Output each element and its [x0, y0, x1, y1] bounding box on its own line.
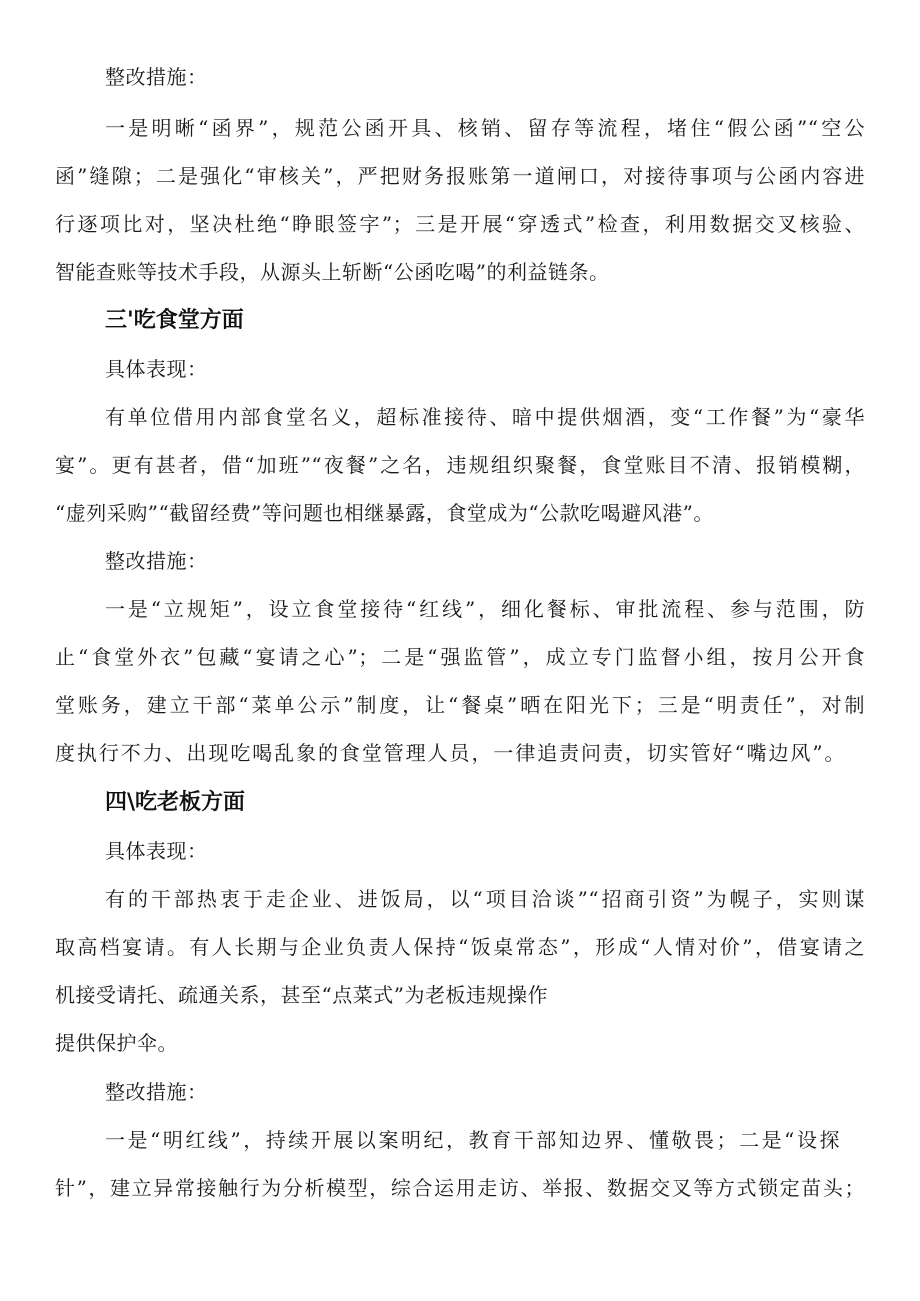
paragraph-line: 一是“明红线”，持续开展以案明纪，教育干部知边界、懂敬畏；二是“设探 [105, 1128, 840, 1152]
paragraph-line: 行逐项比对，坚决杜绝“睁眼签字”；三是开展“穿透式”检查，利用数据交叉核验、 [55, 212, 865, 236]
measures-label: 整改措施： [105, 1080, 208, 1104]
measures-label: 整改措施： [105, 65, 208, 89]
paragraph-line: 堂账务，建立干部“菜单公示”制度，让“餐桌”晒在阳光下；三是“明责任”，对制 [55, 693, 865, 717]
paragraph-line: 提供保护伞。 [55, 1031, 178, 1055]
paragraph-line: 一是明晰“函界”，规范公函开具、核销、留存等流程，堵住“假公函”“空公 [105, 116, 865, 140]
paragraph-line: 智能查账等技术手段，从源头上斩断“公函吃喝”的利益链条。 [55, 260, 610, 284]
paragraph-line: 宴”。更有甚者，借“加班”“夜餐”之名，违规组织聚餐，食堂账目不清、报销模糊， [55, 453, 865, 477]
paragraph-line: 度执行不力、出现吃喝乱象的食堂管理人员，一律追责问责，切实管好“嘴边风”。 [55, 741, 845, 765]
paragraph-line: 一是“立规矩”，设立食堂接待“红线”，细化餐标、审批流程、参与范围，防 [105, 597, 865, 621]
paragraph-line: 针”，建立异常接触行为分析模型，综合运用走访、举报、数据交叉等方式锁定苗头； [55, 1176, 865, 1200]
manifestation-label: 具体表现： [105, 357, 208, 381]
paragraph-line: 函”缝隙；二是强化“审核关”，严把财务报账第一道闸口，对接待事项与公函内容进 [55, 164, 865, 188]
paragraph-line: 机接受请托、疏通关系，甚至“点菜式”为老板违规操作 [55, 983, 548, 1007]
section-heading: 四\吃老板方面 [105, 790, 246, 815]
paragraph-line: 取高档宴请。有人长期与企业负责人保持“饭桌常态”，形成“人情对价”，借宴请之 [55, 935, 865, 959]
measures-label: 整改措施： [105, 549, 208, 573]
paragraph-line: “虚列采购”“截留经费”等问题也相继暴露，食堂成为“公款吃喝避风港”。 [55, 501, 714, 525]
manifestation-label: 具体表现： [105, 839, 208, 863]
section-heading: 三'吃食堂方面 [105, 308, 244, 333]
paragraph-line: 有单位借用内部食堂名义，超标准接待、暗中提供烟酒，变“工作餐”为“豪华 [105, 405, 865, 429]
paragraph-line: 有的干部热衷于走企业、进饭局，以“项目洽谈”“招商引资”为幌子，实则谋 [105, 887, 865, 911]
paragraph-line: 止“食堂外衣”包藏“宴请之心”；二是“强监管”，成立专门监督小组，按月公开食 [55, 645, 865, 669]
